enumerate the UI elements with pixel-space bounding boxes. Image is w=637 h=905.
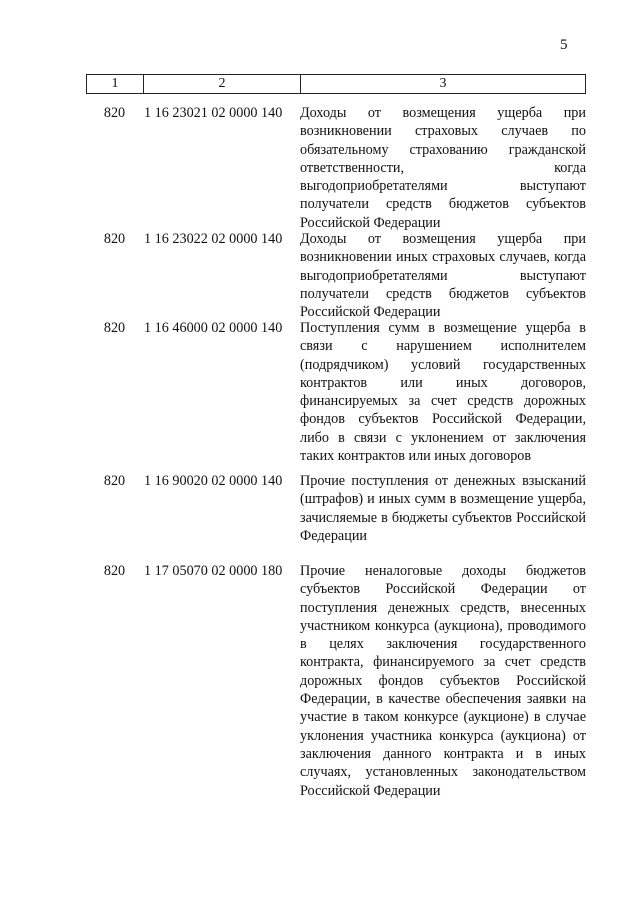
header-column-2: 2: [144, 75, 301, 93]
admin-code-cell: 820: [103, 473, 126, 489]
admin-code-cell: 820: [103, 563, 126, 579]
description-cell: Прочие поступления от денежных взысканий (штрафов) и иных сумм в возмещение ущерба, зачисляемые в бюджеты субъектов Российской Федерации: [300, 473, 586, 544]
table-row: [86, 319, 586, 472]
table-header-row: [86, 74, 586, 94]
table-row: [86, 562, 586, 800]
kbk-code-cell: 1 16 23021 02 0000 140: [144, 105, 283, 121]
kbk-code-cell: 1 17 05070 02 0000 180: [144, 563, 283, 579]
table-row: [86, 472, 586, 562]
description-cell: Доходы от возмещения ущерба при возникновении страховых случаев по обязательному страхованию гражданской ответственности, когда выгодоприобретателями выступают получатели средств бюджетов субъектов Российской Федерации: [300, 105, 586, 231]
description-cell: Поступления сумм в возмещение ущерба в связи с нарушением исполнителем (подрядчиком) условий государственных контрактов или иных договоров, финансируемых за счет средств дорожных фондов субъектов Российской Федерации, либо в связи с уклонением от заключения таких контрактов или иных договоров: [300, 320, 586, 465]
kbk-code-cell: 1 16 90020 02 0000 140: [144, 473, 283, 489]
table-row: [86, 104, 586, 230]
table-body: [86, 104, 586, 800]
table-row: [86, 230, 586, 319]
admin-code-cell: 820: [103, 231, 126, 247]
admin-code-cell: 820: [103, 105, 126, 121]
kbk-code-cell: 1 16 46000 02 0000 140: [144, 320, 283, 336]
admin-code-cell: 820: [103, 320, 126, 336]
description-cell: Доходы от возмещения ущерба при возникновении иных страховых случаев, когда выгодоприобретателями выступают получатели средств бюджетов субъектов Российской Федерации: [300, 231, 586, 321]
page-number: 5: [560, 37, 568, 53]
header-column-1: 1: [87, 75, 144, 93]
kbk-code-cell: 1 16 23022 02 0000 140: [144, 231, 283, 247]
description-cell: Прочие неналоговые доходы бюджетов субъектов Российской Федерации от поступления денежных средств, внесенных участником конкурса (аукциона), проводимого в целях заключения государственного контракта, финансируемого за счет средств дорожных фондов субъектов Российской Федерации, в качестве обеспечения заявки на участие в таком конкурсе (аукционе) в случае уклонения участника конкурса (аукциона) от заключения данного контракта и в иных случаях, установленных законодательством Российской Федерации: [300, 563, 586, 799]
revenue-codes-table: [86, 74, 586, 800]
header-column-3: 3: [439, 76, 447, 91]
